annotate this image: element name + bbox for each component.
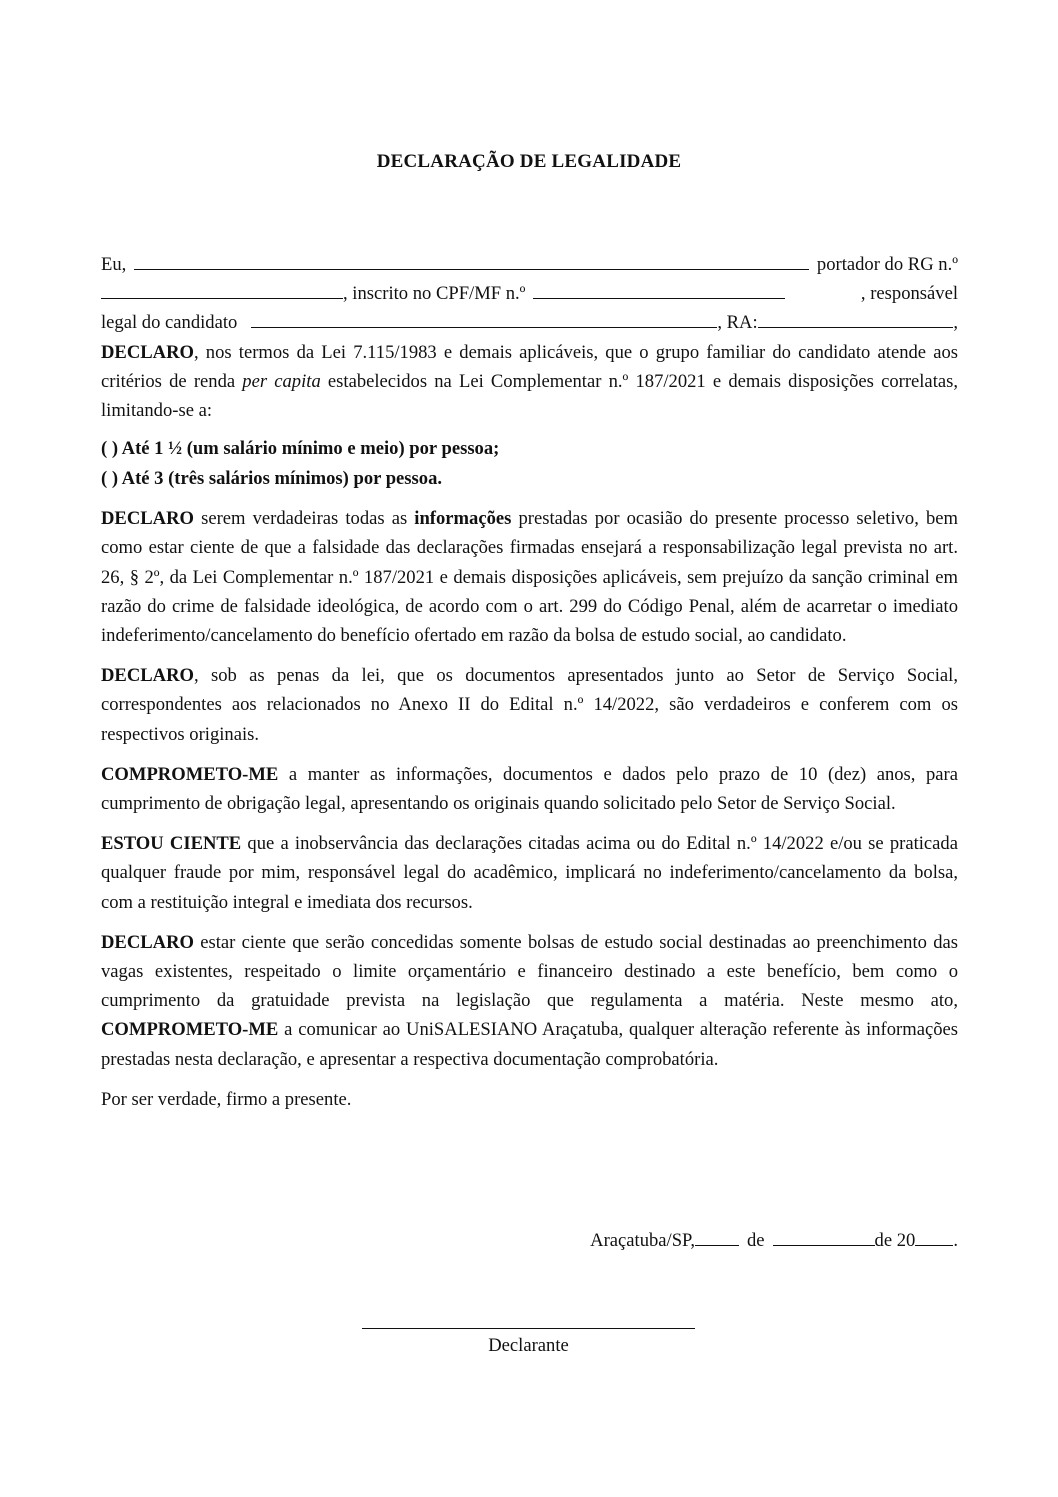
de-label: de [746,1230,765,1251]
paragraph-text: estar ciente que serão concedidas somente bolsas de estudo social destinadas ao preenchimento das vagas existentes, respeitado o limite orçamentário e financeiro destinado a este benefício, bem como o cumprimento da gratuidade prevista na legislação que regulamenta a matéria. Neste mesmo ato, [101,931,958,1012]
year-blank[interactable] [915,1228,953,1246]
rg-blank[interactable] [101,281,343,299]
ra-blank[interactable] [758,310,954,328]
per-capita-text: per capita [242,370,321,392]
form-line-2 [101,279,958,308]
cpf-blank[interactable] [533,281,785,299]
date-end: . [953,1230,958,1251]
document-title: DECLARAÇÃO DE LEGALIDADE [376,151,682,172]
name-blank[interactable] [134,252,809,270]
ra-label: , RA: [717,312,758,334]
paragraph-text: que a inobservância das declarações citadas acima ou do Edital n.º 14/2022 e/ou se praticada qualquer fraude por mim, responsável legal do acadêmico, implicará no indeferimento/cancelamento da bolsa, com a restituição integral e imediata dos recursos. [101,833,958,913]
option-one-and-half-salary[interactable]: ( ) Até 1 ½ (um salário mínimo e meio) por pessoa; [101,438,500,460]
eu-label: Eu, [101,254,127,275]
signature-line[interactable] [362,1328,695,1329]
declaro-keyword: DECLARO [101,341,194,363]
paragraph-text: prestadas por ocasião do presente processo seletivo, bem como estar ciente de que a falsidade das declarações firmadas ensejará a responsabilização legal prevista no art. 26, § 2º, da Lei Complementar n.º 187/2021 e demais disposições aplicáveis, sem prejuízo da sanção criminal em razão do crime de falsidade ideológica, de acordo com o art. 299 do Código Penal, além de acarretar o imediato indeferimento/cancelamento do benefício ofertado em razão da bolsa de estudo social, ao candidato. [101,508,958,646]
document-body [101,250,958,1114]
cpf-label: , inscrito no CPF/MF n.º [343,283,526,305]
form-line-1 [101,250,958,279]
informacoes-keyword: informações [414,508,512,530]
paragraph-declaro-bolsas [101,928,958,1074]
paragraph-text: , sob as penas da lei, que os documentos apresentados junto ao Setor de Serviço Social, correspondentes aos relacionados no Anexo II do Edital n.º 14/2022, são verdadeiros e conferem com os respectivos originais. [101,665,958,745]
paragraph-comprometo [101,760,958,818]
paragraph-text: , nos termos da Lei 7.115/1983 e demais aplicáveis, que o grupo familiar do candidato atende aos critérios de renda [101,341,958,392]
form-line-3 [101,308,958,337]
paragraph-text: a manter as informações, documentos e dados pelo prazo de 10 (dez) anos, para cumprimento de obrigação legal, apresentando os originais quando solicitado pelo Setor de Serviço Social. [101,763,958,814]
candidate-name-blank[interactable] [251,310,717,328]
option-three-salaries[interactable]: ( ) Até 3 (três salários mínimos) por pessoa. [101,467,443,489]
paragraph-closing: Por ser verdade, firmo a presente. [101,1088,352,1110]
comprometo-keyword: COMPROMETO-ME [101,1019,279,1041]
year-prefix: de 20 [874,1230,916,1251]
paragraph-estou-ciente [101,829,958,917]
paragraph-text: serem verdadeiras todas as [193,508,415,530]
declaro-keyword: DECLARO [101,508,194,530]
paragraph-declaro-documentos [101,661,958,749]
rg-label: portador do RG n.º [816,254,958,275]
month-blank[interactable] [773,1228,875,1246]
comprometo-keyword: COMPROMETO-ME [101,763,279,785]
signature-label: Declarante [488,1335,569,1356]
paragraph-text: a comunicar ao UniSALESIANO Araçatuba, qualquer alteração referente às informações prestadas nesta declaração, e apresentar a respectiva documentação comprobatória. [101,1019,958,1070]
city-label: Araçatuba/SP, [590,1230,695,1251]
candidato-label: legal do candidato [101,312,238,334]
date-line [590,1228,958,1252]
day-blank[interactable] [695,1228,739,1246]
paragraph-text: estabelecidos na Lei Complementar n.º 187/2021 e demais disposições correlatas, limitando-se a: [101,370,958,421]
income-options [101,434,958,493]
ra-comma: , [953,312,958,334]
estou-ciente-keyword: ESTOU CIENTE [101,833,242,855]
declaro-keyword: DECLARO [101,665,194,687]
responsavel-label: , responsável [860,283,958,305]
declaro-keyword: DECLARO [101,931,194,953]
paragraph-declaro-renda [101,338,958,426]
paragraph-declaro-informacoes [101,504,958,650]
